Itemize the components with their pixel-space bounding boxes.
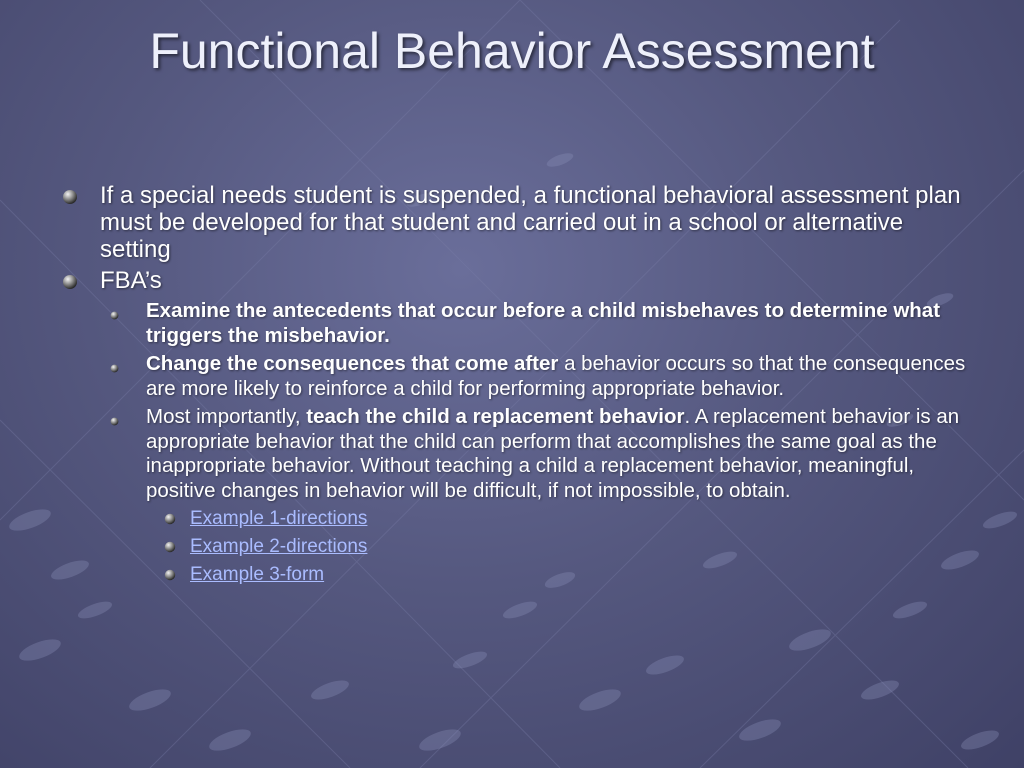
bullet-item-suspension [62, 182, 967, 263]
plain-text: Most importantly, [146, 405, 307, 428]
sphere-bullet-icon [164, 535, 190, 558]
sphere-bullet-icon [62, 182, 100, 210]
slide-title: Functional Behavior Assessment [149, 23, 875, 79]
sphere-bullet-icon [110, 299, 146, 325]
link-item-example-1 [164, 507, 967, 531]
sphere-bullet-icon [110, 352, 146, 378]
example-1-link[interactable]: Example 1-directions [190, 508, 368, 529]
sub-bullet-text [146, 299, 967, 348]
sphere-bullet-icon [164, 507, 190, 530]
sphere-bullet-icon [164, 563, 190, 586]
link-item-example-2 [164, 535, 967, 559]
bullet-list [62, 182, 967, 587]
plain-text: a behavior occurs so that the consequences are more likely to reinforce a child for performing appropriate behavior. [146, 352, 966, 400]
bold-text: teach the child a replacement behavior [306, 405, 685, 428]
link-item-example-3 [164, 563, 967, 587]
bullet-item-fbas [62, 267, 967, 295]
plain-text: . A replacement behavior is an appropriate behavior that the child can perform that accomplishes the same goal as the inappropriate behavior. Without teaching a child a replacement behavior, meaningful, positive changes in behavior will be difficult, if not impossible, to obtain. [146, 405, 960, 502]
sub-bullet-antecedents [110, 299, 967, 348]
sub-bullet-replacement [110, 405, 967, 503]
sub-bullet-text [146, 405, 967, 503]
sub-bullet-consequences [110, 352, 967, 401]
bullet-text: FBA’s [100, 267, 162, 294]
example-3-link[interactable]: Example 3-form [190, 564, 325, 585]
example-2-link[interactable]: Example 2-directions [190, 536, 368, 557]
bold-text: Examine the antecedents that occur before a child misbehaves to determine what triggers the misbehavior. [146, 299, 941, 347]
bold-text: Change the consequences that come after [146, 352, 559, 375]
sphere-bullet-icon [62, 267, 100, 295]
sub-bullet-text [146, 352, 967, 401]
bullet-text: If a special needs student is suspended, a functional behavioral assessment plan must be developed for that student and carried out in a school or alternative setting [100, 182, 961, 263]
sphere-bullet-icon [110, 405, 146, 431]
